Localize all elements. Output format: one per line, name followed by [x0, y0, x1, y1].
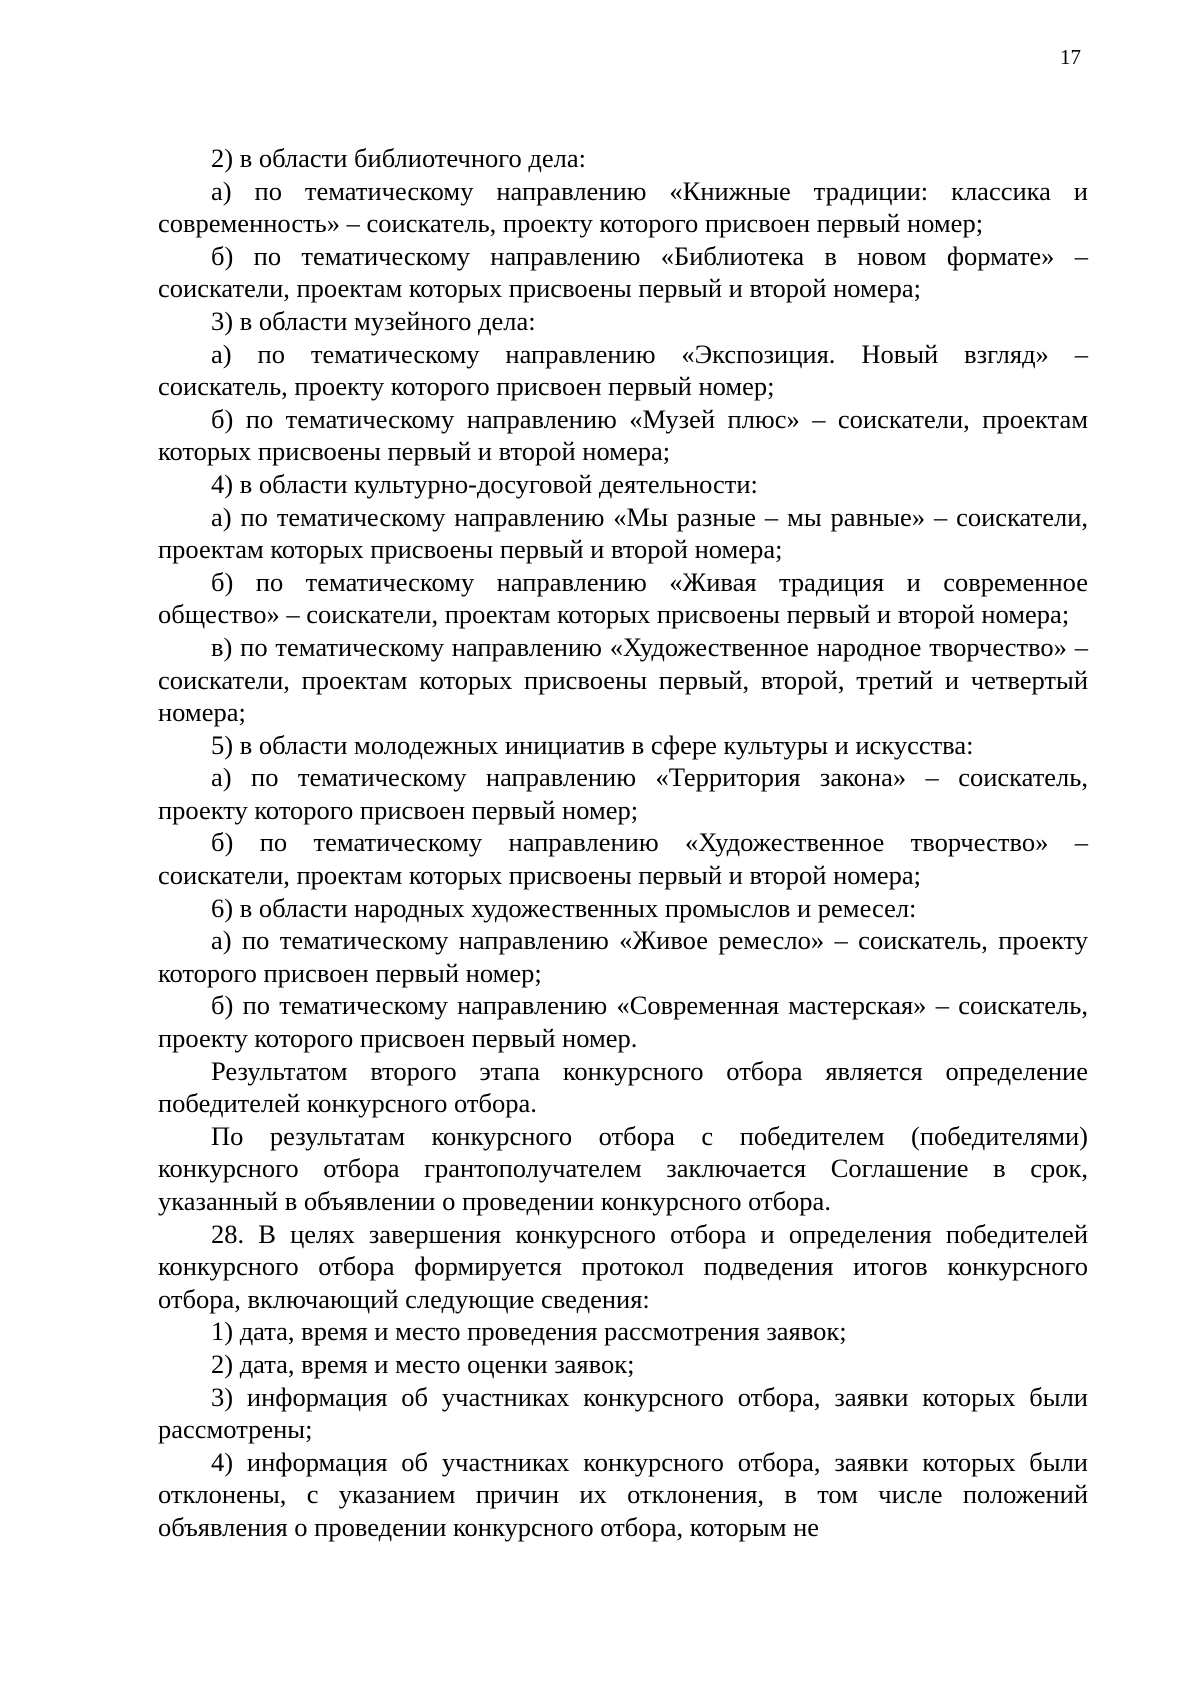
paragraph: 4) информация об участниках конкурсного отбора, заявки которых были отклонены, с указанием причин их отклонения, в том числе положений объявления о проведении конкурсного отбора, которым не — [158, 1446, 1088, 1542]
page-number: 17 — [1060, 45, 1081, 69]
paragraph: в) по тематическому направлению «Художественное народное творчество» – соискатели, проектам которых присвоены первый, второй, третий и четвертый номера; — [158, 631, 1088, 728]
paragraph: 5) в области молодежных инициатив в сфере культуры и искусства: — [211, 729, 974, 760]
paragraph: б) по тематическому направлению «Музей плюс» – соискатели, проектам которых присвоены первый и второй номера; — [158, 403, 1088, 467]
paragraph: 1) дата, время и место проведения рассмотрения заявок; — [211, 1316, 847, 1347]
paragraph: б) по тематическому направлению «Современная мастерская» – соискатель, проекту которого присвоен первый номер. — [158, 990, 1088, 1054]
paragraph: а) по тематическому направлению «Территория закона» – соискатель, проекту которого присвоен первый номер; — [158, 762, 1088, 825]
paragraph: 3) в области музейного дела: — [211, 305, 536, 336]
paragraph: 28. В целях завершения конкурсного отбора и определения победителей конкурсного отбора формируется протокол подведения итогов конкурсного отбора, включающий следующие сведения: — [158, 1218, 1088, 1314]
paragraph: 6) в области народных художественных промыслов и ремесел: — [211, 892, 917, 923]
paragraph: а) по тематическому направлению «Книжные традиции: классика и современность» – соискатель, проекту которого присвоен первый номер; — [158, 175, 1088, 239]
paragraph: По результатам конкурсного отбора с победителем (победителями) конкурсного отбора грантополучателем заключается Соглашение в срок, указанный в объявлении о проведении конкурсного отбора. — [158, 1120, 1088, 1216]
paragraph: Результатом второго этапа конкурсного отбора является определение победителей конкурсного отбора. — [158, 1055, 1088, 1119]
paragraph: а) по тематическому направлению «Мы разные – мы равные» – соискатели, проектам которых присвоены первый и второй номера; — [158, 501, 1088, 565]
paragraph: 2) дата, время и место оценки заявок; — [211, 1348, 635, 1379]
paragraph: 4) в области культурно-досуговой деятельности: — [211, 468, 758, 499]
paragraph: 2) в области библиотечного дела: — [211, 143, 586, 173]
paragraph: б) по тематическому направлению «Художественное творчество» – соискатели, проектам которых присвоены первый и второй номера; — [158, 827, 1088, 891]
paragraph: б) по тематическому направлению «Библиотека в новом формате» – соискатели, проектам которых присвоены первый и второй номера; — [158, 240, 1088, 304]
body-text — [158, 142, 1088, 1544]
paragraph: 3) информация об участниках конкурсного отбора, заявки которых были рассмотрены; — [158, 1381, 1088, 1445]
paragraph: а) по тематическому направлению «Экспозиция. Новый взгляд» – соискатель, проекту которого присвоен первый номер; — [158, 338, 1088, 402]
paragraph: б) по тематическому направлению «Живая традиция и современное общество» – соискатели, проектам которых присвоены первый и второй номера; — [158, 566, 1088, 630]
paragraph: а) по тематическому направлению «Живое ремесло» – соискатель, проекту которого присвоен первый номер; — [158, 925, 1088, 988]
